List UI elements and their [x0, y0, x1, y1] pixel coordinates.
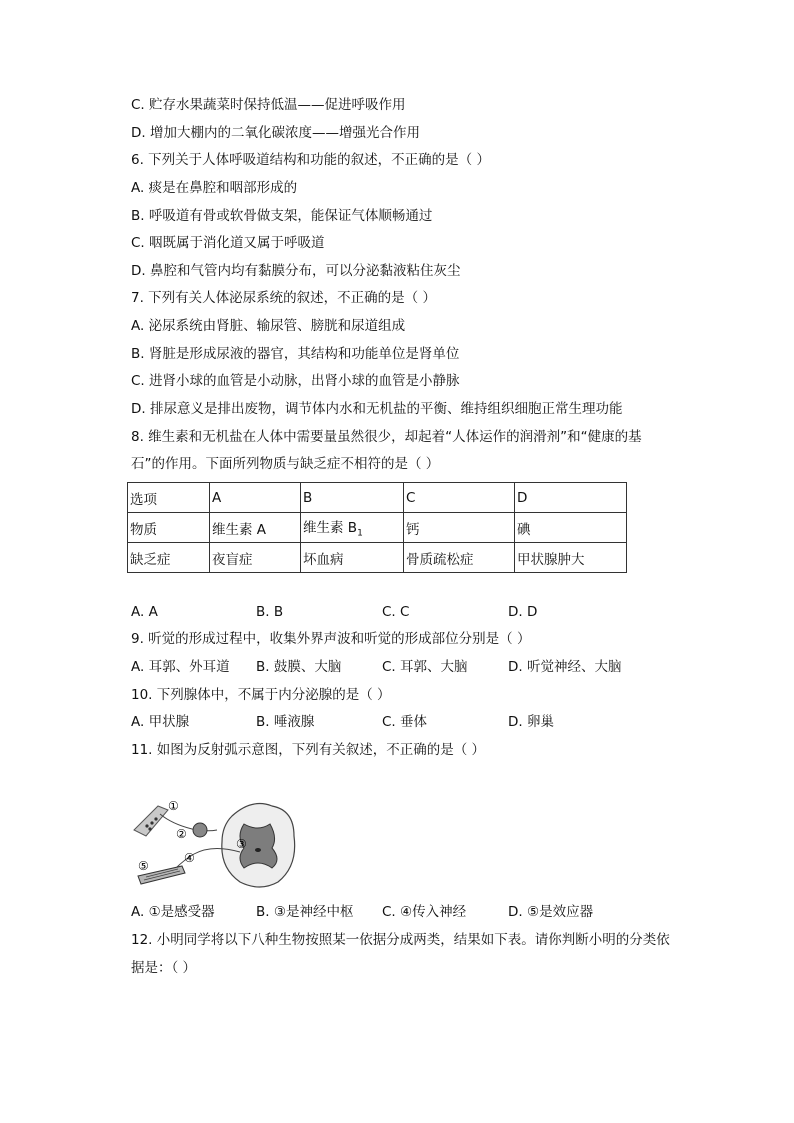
- table-row: [128, 483, 627, 513]
- label-4: ④: [184, 851, 195, 865]
- question-10-stem: 10. 下列腺体中，不属于内分泌腺的是（ ）: [131, 687, 391, 703]
- question-6-stem: 6. 下列关于人体呼吸道结构和功能的叙述，不正确的是（ ）: [131, 152, 490, 168]
- option-7d: D. 排尿意义是排出废物，调节体内水和无机盐的平衡、维持组织细胞正常生理功能: [131, 401, 623, 417]
- option-10c: C. 垂体: [382, 714, 428, 730]
- option-8a: A. A: [131, 604, 158, 620]
- label-2: ②: [176, 827, 187, 841]
- option-6c: C. 咽既属于消化道又属于呼吸道: [131, 235, 325, 251]
- question-8-stem-line1: 8. 维生素和无机盐在人体中需要量虽然很少，却起着“人体运作的润滑剂”和“健康的基: [131, 429, 642, 445]
- table-cell: 坏血病: [301, 543, 404, 573]
- table-cell: [301, 513, 404, 543]
- question-8-stem-line2: 石”的作用。下面所列物质与缺乏症不相符的是（ ）: [131, 456, 440, 472]
- table-cell: A: [210, 483, 301, 513]
- option-9c: C. 耳郭、大脑: [382, 659, 468, 675]
- ganglion-shape: [193, 823, 207, 837]
- table-cell: 碘: [515, 513, 627, 543]
- table-cell: 钙: [404, 513, 515, 543]
- option-6a: A. 痰是在鼻腔和咽部形成的: [131, 180, 298, 196]
- option-10a: A. 甲状腺: [131, 714, 190, 730]
- table-cell: C: [404, 483, 515, 513]
- option-8c: C. C: [382, 604, 410, 620]
- skin-receptor-shape: [134, 806, 168, 836]
- table-cell: 骨质疏松症: [404, 543, 515, 573]
- question-d5: D. 增加大棚内的二氧化碳浓度——增强光合作用: [131, 125, 420, 141]
- option-9d: D. 听觉神经、大脑: [508, 659, 622, 675]
- table-cell: D: [515, 483, 627, 513]
- option-7c: C. 进肾小球的血管是小动脉，出肾小球的血管是小静脉: [131, 373, 460, 389]
- option-7a: A. 泌尿系统由肾脏、输尿管、膀胱和尿道组成: [131, 318, 406, 334]
- question-c5: C. 贮存水果蔬菜时保持低温——促进呼吸作用: [131, 97, 406, 113]
- option-9a: A. 耳郭、外耳道: [131, 659, 230, 675]
- option-9b: B. 鼓膜、大脑: [256, 659, 342, 675]
- vitamin-table: [127, 482, 627, 573]
- option-6b: B. 呼吸道有骨或软骨做支架，能保证气体顺畅通过: [131, 208, 433, 224]
- question-12-stem-line1: 12. 小明同学将以下八种生物按照某一依据分成两类，结果如下表。请你判断小明的分类依: [131, 932, 670, 948]
- option-11b: B. ③是神经中枢: [256, 904, 354, 920]
- option-11a: A. ①是感受器: [131, 904, 215, 920]
- reflex-arc-figure: [132, 796, 312, 891]
- option-10b: B. 唾液腺: [256, 714, 315, 730]
- subscript: 1: [357, 528, 363, 539]
- table-row: [128, 543, 627, 573]
- option-8b: B. B: [256, 604, 284, 620]
- table-row: [128, 513, 627, 543]
- table-cell: B: [301, 483, 404, 513]
- label-1: ①: [168, 799, 179, 813]
- table-cell: 缺乏症: [128, 543, 210, 573]
- option-6d: D. 鼻腔和气管内均有黏膜分布，可以分泌黏液粘住灰尘: [131, 263, 461, 279]
- question-7-stem: 7. 下列有关人体泌尿系统的叙述，不正确的是（ ）: [131, 290, 436, 306]
- table-cell: 物质: [128, 513, 210, 543]
- table-cell: 维生素 A: [210, 513, 301, 543]
- label-5: ⑤: [138, 859, 149, 873]
- table-cell: 甲状腺肿大: [515, 543, 627, 573]
- label-3: ③: [236, 837, 247, 851]
- option-10d: D. 卵巢: [508, 714, 554, 730]
- afferent-nerve-line: [160, 814, 217, 831]
- option-8d: D. D: [508, 604, 538, 620]
- option-11d: D. ⑤是效应器: [508, 904, 594, 920]
- question-12-stem-line2: 据是：（ ）: [131, 960, 197, 976]
- table-cell: 选项: [128, 483, 210, 513]
- question-9-stem: 9. 听觉的形成过程中，收集外界声波和听觉的形成部位分别是（ ）: [131, 631, 531, 647]
- option-11c: C. ④传入神经: [382, 904, 467, 920]
- question-11-stem: 11. 如图为反射弧示意图，下列有关叙述，不正确的是（ ）: [131, 742, 486, 758]
- table-cell: 夜盲症: [210, 543, 301, 573]
- table-cell-text: 维生素 B: [303, 520, 358, 537]
- option-7b: B. 肾脏是形成尿液的器官，其结构和功能单位是肾单位: [131, 346, 460, 362]
